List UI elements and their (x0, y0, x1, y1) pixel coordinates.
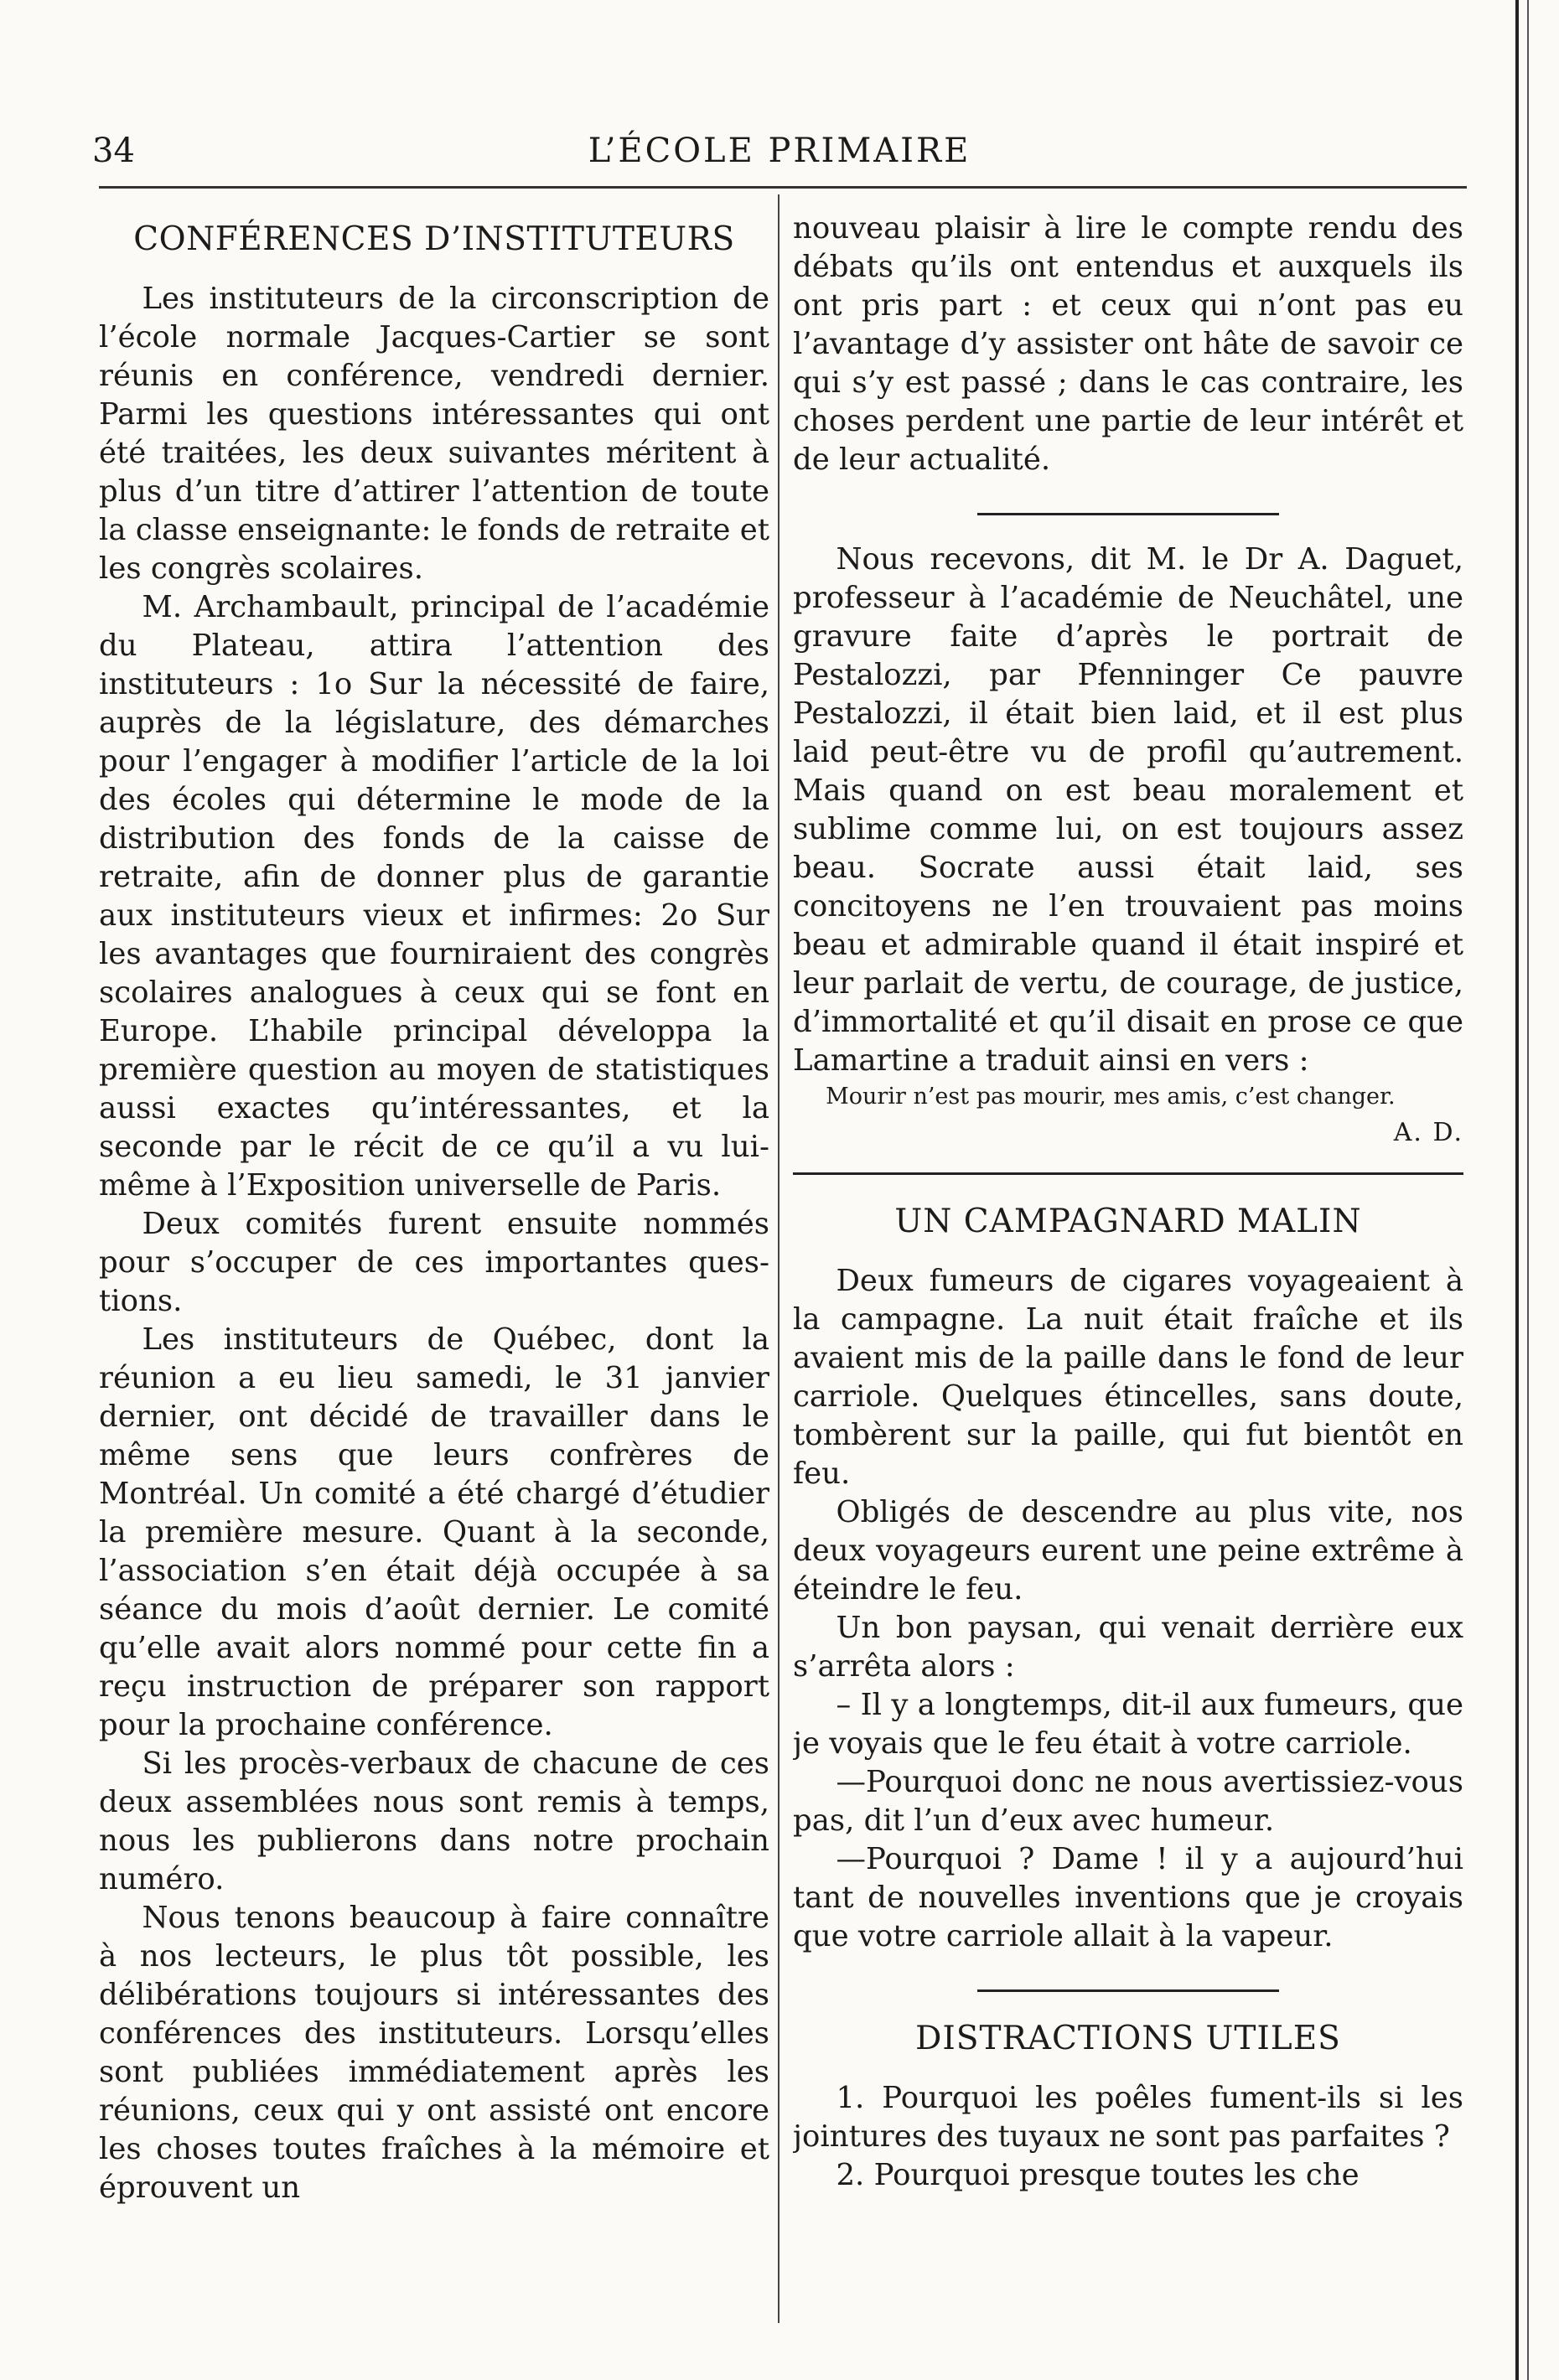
column-divider (778, 194, 780, 2323)
section-title-campagnard: UN CAMPAGNARD MALIN (894, 1203, 1362, 1240)
page-binding-edge-inner (1527, 0, 1529, 2380)
paragraph: Les instituteurs de la circonscription de l’école normale Jacques-Cartier se sont réunis en conférence, vendredi dernier. Parmi les questions intéressantes qui ont été traitées, les deux suivantes méritent à plus d’un titre d’attirer l’attention de toute la classe enseignante: le fonds de retraite et les congrès scolaires. (99, 282, 769, 586)
paragraph: Les instituteurs de Québec, dont la réunion a eu lieu samedi, le 31 janvier dernier, ont décidé de travailler dans le même sens que leurs confrères de Montréal. Un comité a été chargé d’étudier la première mesure. Quant à la seconde, l’association s’en était déjà occupée à sa séance du mois d’août dernier. Le comité qu’elle avait alors nommé pour cette fin a reçu instruction de préparer son rapport pour la prochaine conférence. (99, 1322, 769, 1742)
paragraph: Un bon paysan, qui venait derrière eux s’arrêta alors : (793, 1611, 1463, 1684)
paragraph: Obligés de descendre au plus vite, nos deux voyageurs eurent une peine extrême à éteindre le feu. (793, 1495, 1463, 1606)
paragraph: Si les procès-verbaux de chacune de ces deux assemblées nous sont remis à temps, nous les publierons dans notre prochain numéro. (99, 1746, 769, 1896)
paragraph: Deux comités furent ensuite nommés pour s’occuper de ces importantes questions. (99, 1207, 769, 1318)
section-divider (793, 1172, 1463, 1175)
page-header (92, 126, 1467, 176)
list-item: 1. Pourquoi les poêles fument-ils si les jointures des tuyaux ne sont pas parfaites ? (793, 2081, 1463, 2154)
section-title-conferences: CONFÉRENCES D’INSTITUTEURS (133, 220, 735, 258)
paragraph: M. Archambault, principal de l’académie du Plateau, attira l’attention des instituteurs : 1o Sur la nécessité de faire, auprès de la législature, des démarches pour l’engager à modifier l’article de la loi des écoles qui détermine le mode de la distribution des fonds de la caisse de retraite, afin de donner plus de garantie aux instituteurs vieux et infirmes: 2o Sur les avantages que fourniraient des congrès scolaires analogues à ceux qui se font en Europe. L’habile principal développa la première question au moyen de statistiques aussi exactes qu’intéressantes, et la seconde par le récit de ce qu’il a vu lui-même à l’Exposition universelle de Paris. (99, 590, 769, 1203)
signature: A. D. (1393, 1118, 1463, 1147)
paragraph: —Pourquoi donc ne nous avertissiez-vous pas, dit l’un d’eux avec humeur. (793, 1765, 1463, 1838)
section-divider (977, 513, 1279, 515)
running-title: L’ÉCOLE PRIMAIRE (588, 132, 971, 170)
section-title-distractions: DISTRACTIONS UTILES (915, 2020, 1341, 2057)
paragraph: – Il y a longtemps, dit-il aux fumeurs, que je voyais que le feu était à votre carriole. (793, 1688, 1463, 1761)
section-divider (977, 1989, 1279, 1992)
header-rule (99, 186, 1467, 189)
right-column (793, 210, 1463, 2321)
left-column (99, 210, 769, 2321)
paragraph: Deux fumeurs de cigares voyageaient à la campagne. La nuit était fraîche et ils avaient mis de la paille dans le fond de leur carriole. Quelques étincelles, sans doute, tombèrent sur la paille, qui fut bientôt en feu. (793, 1264, 1463, 1491)
list-item: 2. Pourquoi presque toutes les che (836, 2158, 1360, 2192)
paragraph: Nous tenons beaucoup à faire connaître à nos lecteurs, le plus tôt possible, les délibérations toujours si intéressantes des conférences des instituteurs. Lorsqu’elles sont publiées immédiatement après les réunions, ceux qui y ont assisté ont encore les choses toutes fraîches à la mémoire et éprouvent un (99, 1901, 769, 2205)
page-number: 34 (92, 132, 135, 170)
paragraph: —Pourquoi ? Dame ! il y a aujourd’hui tant de nouvelles inventions que je croyais que votre carriole allait à la vapeur. (793, 1842, 1463, 1953)
verse-quote: Mourir n’est pas mourir, mes amis, c’est changer. (826, 1084, 1396, 1110)
paragraph-daguet: Nous recevons, dit M. le Dr A. Daguet, professeur à l’académie de Neuchâtel, une gravure faite d’après le portrait de Pestalozzi, par Pfenninger Ce pauvre Pestalozzi, il était bien laid, et il est plus laid peut-être vu de profil qu’autrement. Mais quand on est beau moralement et sublime comme lui, on est toujours assez beau. Socrate aussi était laid, ses concitoyens ne l’en trouvaient pas moins beau et admirable quand il était inspiré et leur parlait de vertu, de courage, de justice, d’immortalité et qu’il disait en prose ce que Lamartine a traduit ainsi en vers : (793, 542, 1463, 1078)
paragraph-continuation: nouveau plaisir à lire le compte rendu des débats qu’ils ont entendus et auxquels ils ont pris part : et ceux qui n’ont pas eu l’avantage d’y assister ont hâte de savoir ce qui s’y est passé ; dans le cas contraire, les choses perdent une partie de leur intérêt et de leur actualité. (793, 211, 1463, 477)
page-binding-edge (1515, 0, 1519, 2380)
